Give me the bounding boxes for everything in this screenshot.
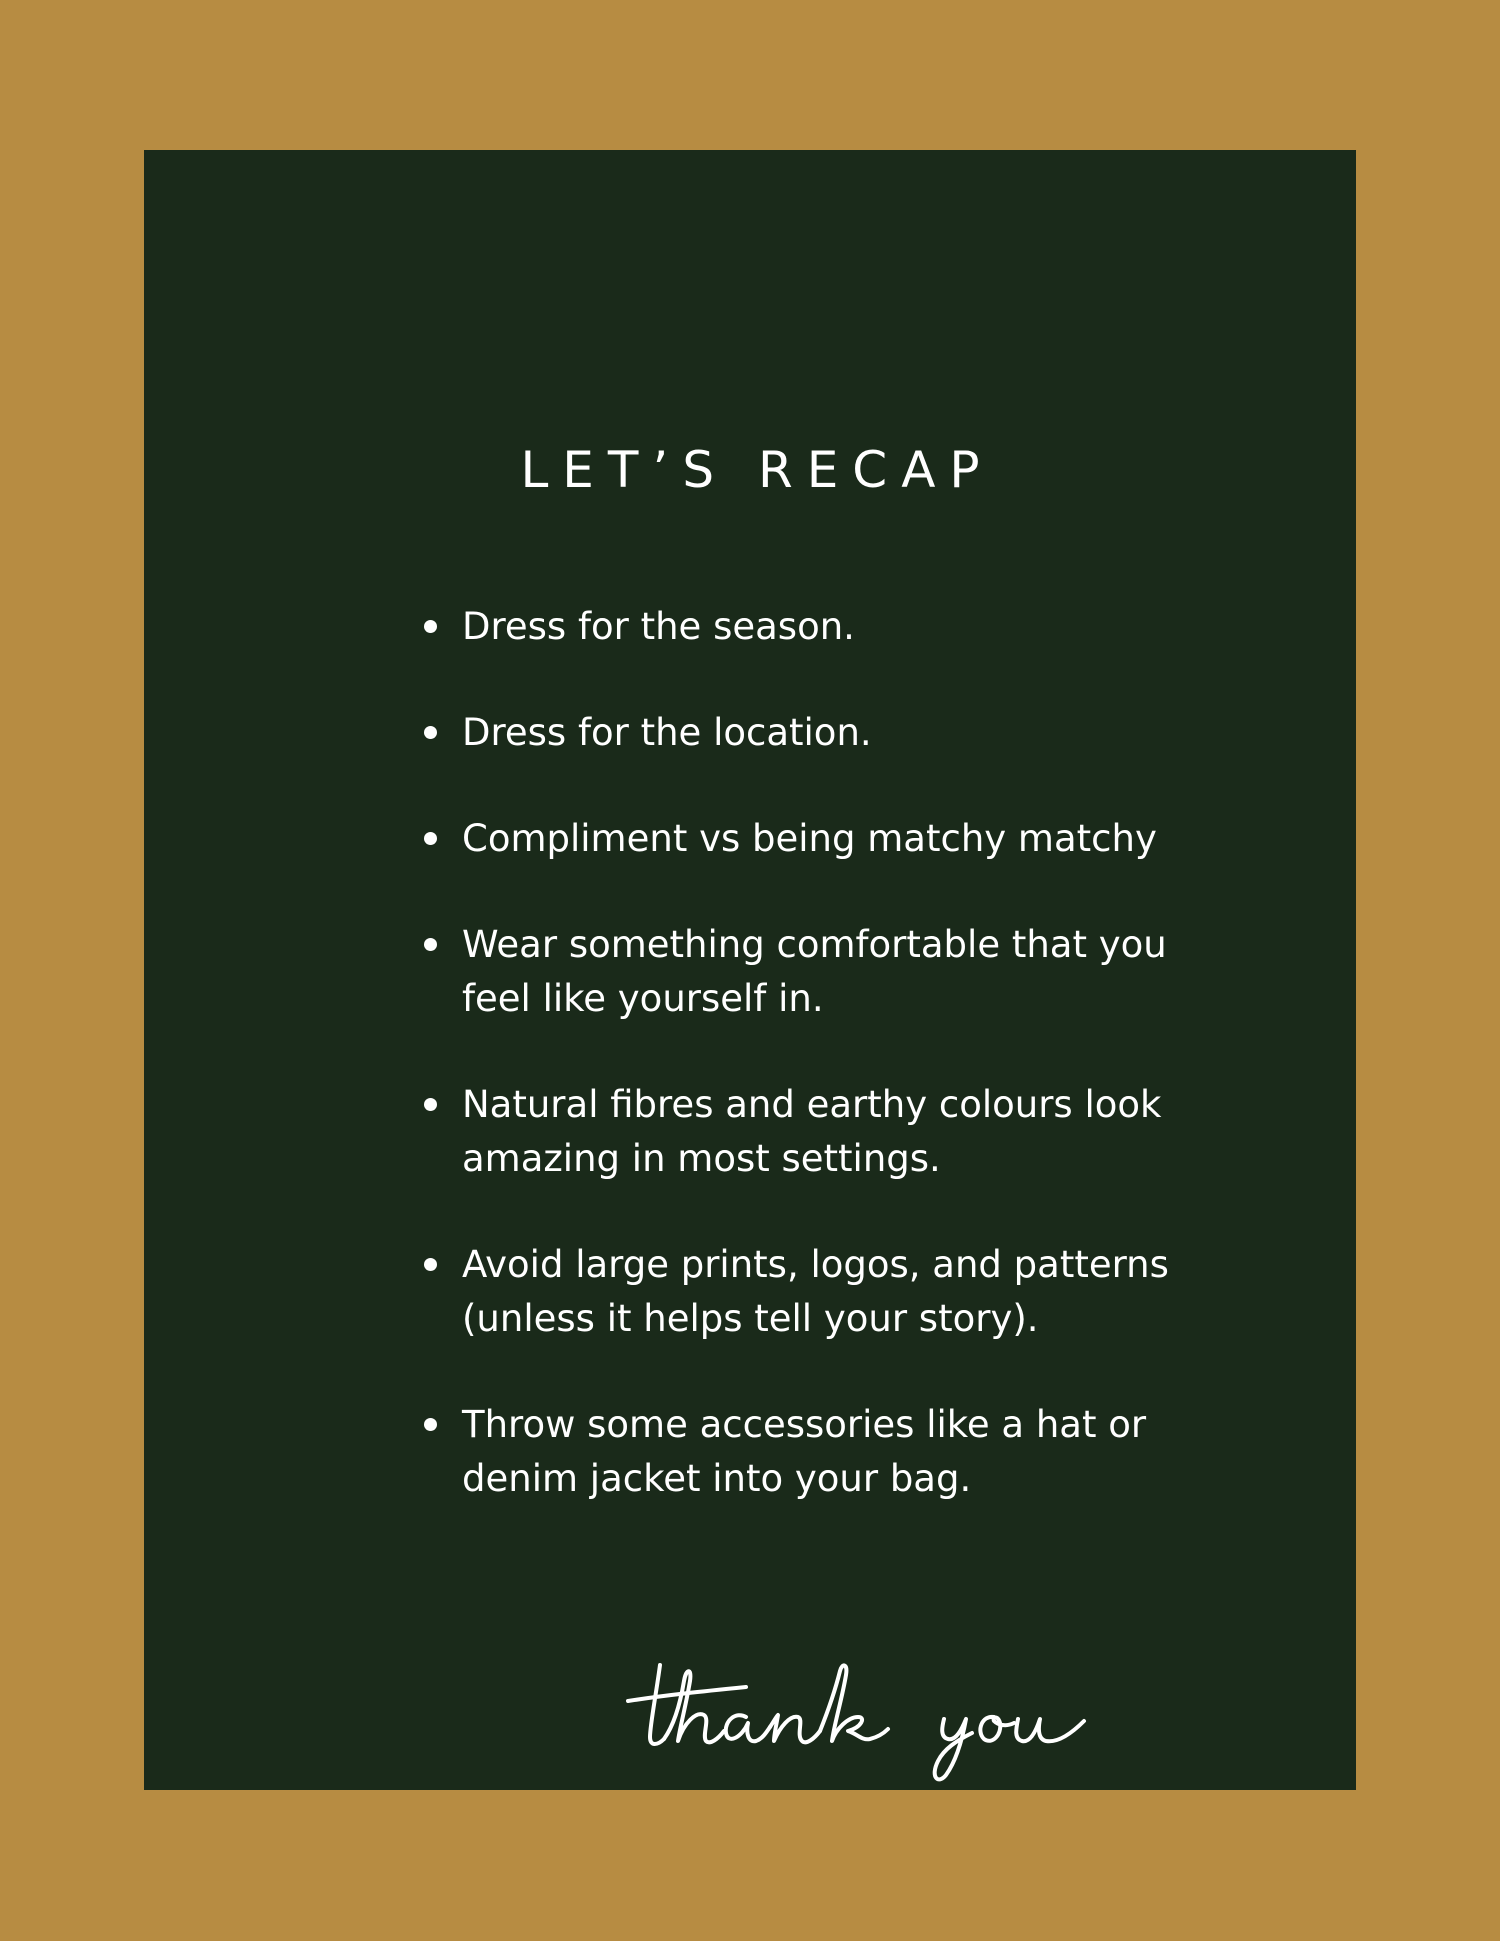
list-item (144, 1078, 1356, 1186)
list-item (144, 706, 1356, 760)
list-item-text: Throw some accessories like a hat or denim jacket into your bag. (462, 1403, 1147, 1500)
list-item-text: Dress for the season. (462, 605, 855, 648)
list-item (144, 1238, 1356, 1346)
list-item-text: Natural fibres and earthy colours look amazing in most settings. (462, 1083, 1162, 1180)
bullet-icon (424, 1098, 437, 1111)
list-item (144, 1398, 1356, 1506)
bullet-icon (424, 832, 437, 845)
bullet-icon (424, 938, 437, 951)
list-item-text: Avoid large prints, logos, and patterns (unless it helps tell your story). (462, 1243, 1169, 1340)
list-item-text: Dress for the location. (462, 711, 872, 754)
bullet-icon (424, 726, 437, 739)
bullet-icon (424, 620, 437, 633)
list-item (144, 600, 1356, 654)
thank-you-signature (626, 1655, 1146, 1785)
list-item-text: Compliment vs being matchy matchy (462, 817, 1157, 860)
list-item (144, 812, 1356, 866)
list-item (144, 918, 1356, 1026)
list-item-text: Wear something comfortable that you feel like yourself in. (462, 923, 1167, 1020)
recap-card (144, 150, 1356, 1790)
page-title: LET’S RECAP (520, 441, 994, 499)
bullet-icon (424, 1418, 437, 1431)
recap-list (144, 600, 1356, 1558)
bullet-icon (424, 1258, 437, 1271)
